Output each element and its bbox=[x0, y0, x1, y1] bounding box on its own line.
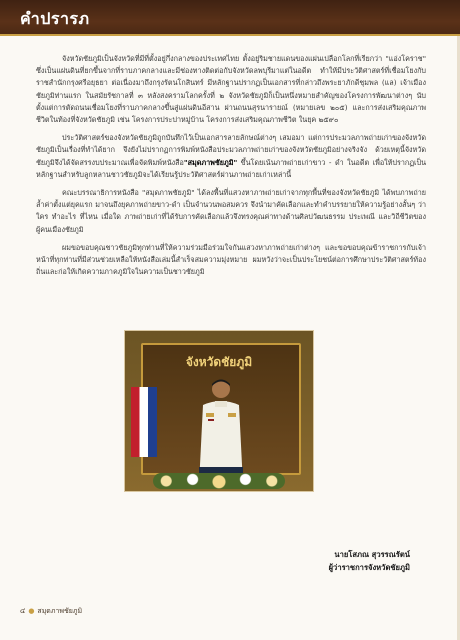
bullet-icon: ● bbox=[28, 607, 35, 615]
governor-figure bbox=[197, 375, 245, 485]
book-title-highlight: "สมุดภาพชัยภูมิ" bbox=[183, 157, 238, 167]
page-footer bbox=[20, 606, 82, 617]
flag-icon bbox=[131, 387, 157, 457]
province-sign-text: จังหวัดชัยภูมิ bbox=[185, 355, 253, 369]
body-text bbox=[36, 53, 426, 284]
governor-photo bbox=[124, 330, 314, 492]
flower-arrangement bbox=[153, 473, 285, 489]
book-name: สมุดภาพชัยภูมิ bbox=[37, 607, 83, 615]
paragraph-2-text: ประวัติศาสตร์ของจังหวัดชัยภูมิถูกบันทึกไว้เป็นเอกสารลายลักษณ์ต่างๆ เสมอมา แต่การประมวลภาพถ่ายเก่าของจังหวัดชัยภูมิเป็นเรื่องที่ทำได้ยาก จึงยังไม่ปรากฏการพิมพ์หนังสือประมวลภาพถ่ายเก่าของจังหวัดชัยภูมิอย่างจริงจัง ด้วยเหตุนี้จังหวัดชัยภูมิจึงได้จัดสรรงบประมาณเพื่อจัดพิมพ์หนังสือ bbox=[36, 133, 426, 167]
page-number: ๔ bbox=[20, 607, 26, 615]
page-header bbox=[0, 0, 460, 36]
signer-position: ผู้ว่าราชการจังหวัดชัยภูมิ bbox=[328, 563, 410, 572]
signature-block bbox=[329, 548, 410, 574]
paragraph-4: ผมขอขอบคุณชาวชัยภูมิทุกท่านที่ให้ความร่วมมือร่วมใจกันแสวงหาภาพถ่ายเก่าต่างๆ และขอขอบคุณข้าราชการกับเจ้าหน้าที่ทุกท่านที่มีส่วนช่วยเหลือให้หนังสือเล่มนี้สำเร็จสมความมุ่งหมาย ผมหวังว่าจะเป็นประโยชน์ต่อการศึกษาประวัติศาสตร์ท้องถิ่นและก่อให้เกิดความภาคภูมิใจในความเป็นชาวชัยภูมิ bbox=[36, 242, 426, 277]
signer-name: นายโสภณ สุวรรณรัตน์ bbox=[334, 550, 410, 559]
paragraph-2-tail: ขึ้นโดยเน้นภาพถ่ายเก่าขาว - ดำ ในอดีต เพื่อให้ปรากฏเป็นหลักฐานสำหรับลูกหลานชาวชัยภูมิจะได้เรียนรู้ประวัติศาสตร์ผ่านภาพถ่ายเก่าเหล่านี้ bbox=[36, 157, 426, 179]
header-rule bbox=[0, 34, 460, 36]
paragraph-3: คณะบรรณาธิการหนังสือ "สมุดภาพชัยภูมิ" ได้ลงพื้นที่แสวงหาภาพถ่ายเก่าจากทุกพื้นที่ของจังหวัดชัยภูมิ ได้พบภาพถ่ายล้ำค่าตั้งแต่ยุคแรก มาจนถึงยุคภาพถ่ายขาว-ดำ เป็นจำนวนพอสมควร จึงนำมาคัดเลือกและทำคำบรรยายให้ความรู้อย่างสั้นๆ ว่าใคร ทำอะไร ที่ไหน เมื่อใด ภาพถ่ายเก่าที่ได้รับการคัดเลือกแล้วจึงทรงคุณค่าทางด้านศิลปวัฒนธรรม ประเพณี และวิถีชีวิตของผู้คนเมืองชัยภูมิ bbox=[36, 188, 426, 234]
page-title: คำปรารภ bbox=[20, 9, 90, 28]
paragraph-1: จังหวัดชัยภูมิเป็นจังหวัดที่มีที่ตั้งอยู่กึ่งกลางของประเทศไทย ตั้งอยู่ริมชายแดนของแผ่นเปลือกโลกที่เรียกว่า "แอ่งโคราช" ซึ่งเป็นแผ่นดินที่ยกขึ้นจากที่ราบภาคกลางและมีช่องทางติดต่อกับจังหวัดลพบุรีมาแต่ในอดีต ทำให้มีประวัติศาสตร์ที่เชื่อมโยงกับราชสำนักกรุงศรีอยุธยา ต่อเนื่องมาถึงกรุงรัตนโกสินทร์ มีหลักฐานปรากฏเป็นเอกสารที่กล่าวถึงพระยาภักดีชุมพล (แล) เจ้าเมืองชัยภูมิท่านแรก ในสมัยรัชกาลที่ ๓ หลังสงครามโลกครั้งที่ ๒ จังหวัดชัยภูมิก็เป็นหนึ่งหมายสำคัญของโครงการพัฒนาต่างๆ นับตั้งแต่การตัดถนนเชื่อมโยงที่ราบภาคกลางขึ้นสู่แผ่นดินอีสาน ผ่านถนนสุรนารายณ์ (หมายเลข ๒๐๕) และการส่งเสริมคุณภาพชีวิตในท้องที่จังหวัดชัยภูมิ เช่น โครงการประปาหมู่บ้าน โครงการส่งเสริมคุณภาพชีวิต ในยุค ๒๕๙๐ bbox=[36, 54, 426, 125]
paragraph-2 bbox=[36, 132, 426, 181]
